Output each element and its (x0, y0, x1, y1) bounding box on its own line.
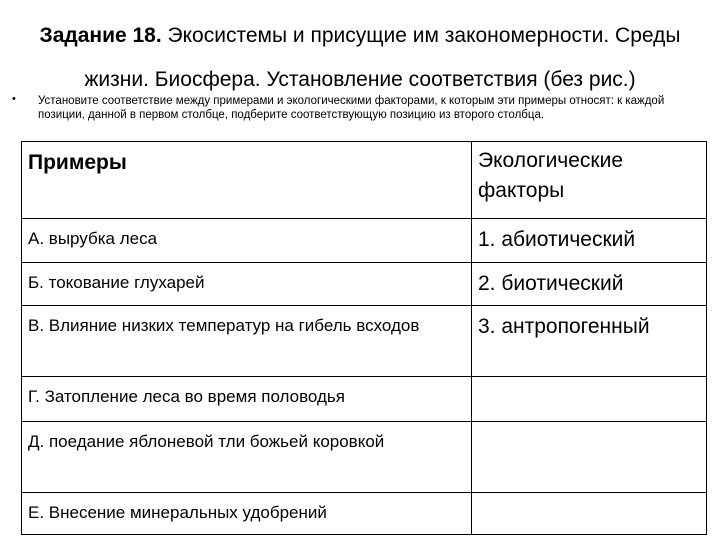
example-cell: Г. Затопление леса во время половодья (22, 377, 472, 422)
matching-table (21, 141, 707, 535)
factor-cell: 1. абиотический (472, 219, 707, 263)
factor-cell (472, 422, 707, 493)
instruction-text: Установите соответствие между примерами и экологическими факторами, к которым эти примеры относят: к каждой позиции, данной в первом столбце, подберите соответствующую позицию из второго столбца. (38, 95, 665, 121)
page-title (0, 14, 720, 102)
bullet-icon: • (12, 93, 16, 105)
example-cell: В. Влияние низких температур на гибель всходов (22, 306, 472, 377)
example-cell: Б. токование глухарей (22, 263, 472, 306)
task-number: Задание 18. (39, 24, 162, 47)
header-factors: Экологические факторы (472, 142, 707, 219)
title-topic: Экосистемы и присущие им закономерности. Среды (161, 24, 681, 47)
table-row (22, 493, 707, 535)
table-row (22, 219, 707, 263)
title-line-1 (0, 14, 720, 58)
table-row (22, 263, 707, 306)
factor-cell (472, 377, 707, 422)
header-examples: Примеры (22, 142, 472, 219)
factor-cell (472, 493, 707, 535)
title-line-2: жизни. Биосфера. Установление соответствия (без рис.) (84, 68, 636, 91)
table-row (22, 422, 707, 493)
factor-cell: 2. биотический (472, 263, 707, 306)
table-row (22, 377, 707, 422)
example-cell: Е. Внесение минеральных удобрений (22, 493, 472, 535)
example-cell: А. вырубка леса (22, 219, 472, 263)
factor-cell: 3. антропогенный (472, 306, 707, 377)
example-cell: Д. поедание яблоневой тли божьей коровкой (22, 422, 472, 493)
table-row (22, 306, 707, 377)
table-header-row (22, 142, 707, 219)
